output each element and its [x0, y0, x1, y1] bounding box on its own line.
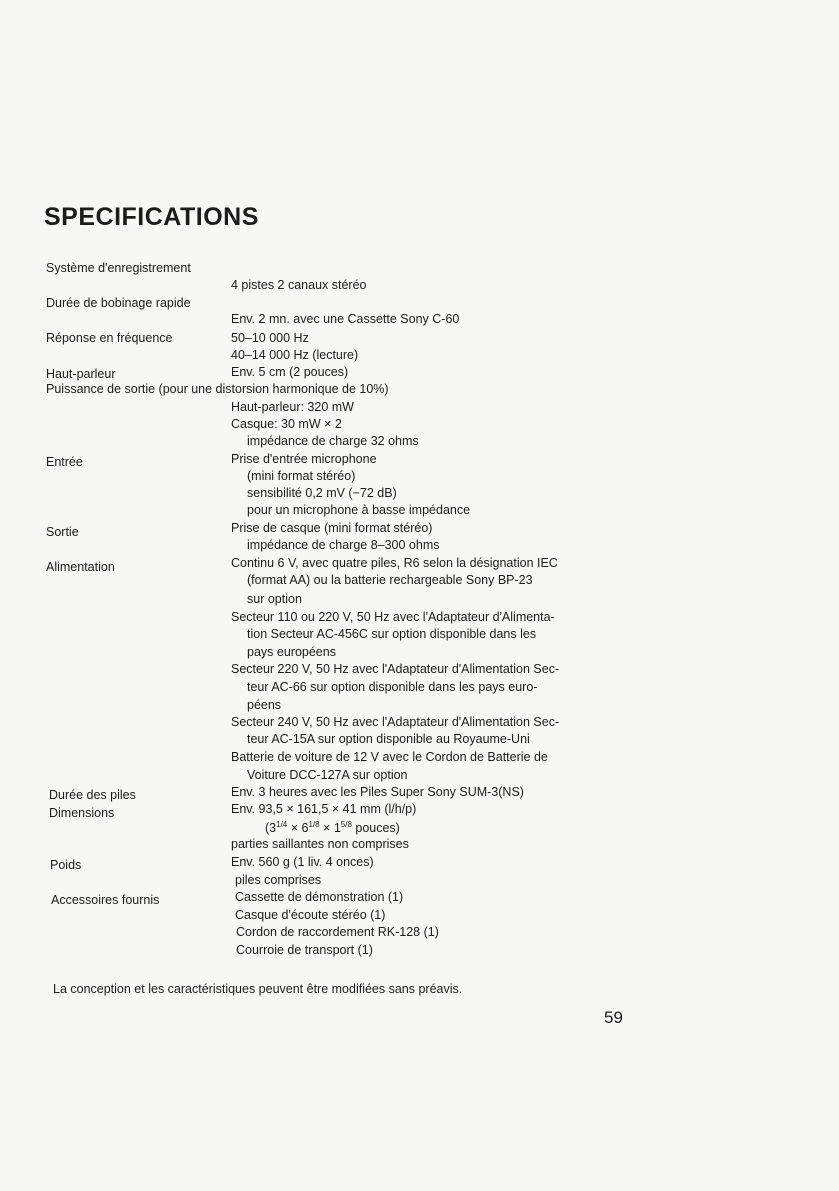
spec-label-sortie: Sortie [46, 525, 79, 539]
spec-value: Env. 2 mn. avec une Cassette Sony C-60 [231, 312, 460, 326]
spec-value: 40–14 000 Hz (lecture) [231, 348, 359, 362]
footer-note: La conception et les caractéristiques peuvent être modifiées sans préavis. [53, 982, 463, 996]
spec-value: piles comprises [235, 873, 322, 887]
page-number: 59 [604, 1008, 623, 1027]
spec-value: Courroie de transport (1) [236, 943, 373, 957]
spec-value: Env. 5 cm (2 pouces) [231, 365, 349, 379]
spec-label-dimensions: Dimensions [49, 806, 115, 820]
spec-value: sur option [247, 592, 302, 606]
spec-value: sensibilité 0,2 mV (−72 dB) [247, 486, 397, 500]
spec-value-inches: ($3^{1/4} \times 6^{1/8} \times 1^{5/8}$ pouces) [265, 820, 400, 836]
spec-label-poids: Poids [50, 858, 82, 872]
page-title: SPECIFICATIONS [44, 203, 259, 231]
spec-value: Cassette de démonstration (1) [235, 890, 404, 904]
spec-value: Prise de casque (mini format stéréo) [231, 521, 433, 535]
spec-label-entree: Entrée [46, 455, 83, 469]
spec-value: Secteur 240 V, 50 Hz avec l'Adaptateur d'Alimentation Sec- [231, 715, 560, 729]
spec-value: Cordon de raccordement RK-128 (1) [236, 925, 439, 939]
spec-value: Env. 560 g (1 liv. 4 onces) [231, 855, 374, 869]
spec-value: tion Secteur AC-456C sur option disponible dans les [247, 627, 537, 641]
spec-label-duree-bobinage: Durée de bobinage rapide [46, 296, 191, 310]
spec-label-puissance: Puissance de sortie (pour une distorsion harmonique de 10%) [46, 382, 389, 396]
spec-value: Env. 93,5 × 161,5 × 41 mm (l/h/p) [231, 802, 417, 816]
spec-value: 50–10 000 Hz [231, 331, 309, 345]
spec-value: Secteur 110 ou 220 V, 50 Hz avec l'Adaptateur d'Alimenta- [231, 610, 555, 624]
spec-value: Voiture DCC-127A sur option [247, 768, 408, 782]
spec-value: Batterie de voiture de 12 V avec le Cordon de Batterie de [231, 750, 548, 764]
spec-value: impédance de charge 32 ohms [247, 434, 419, 448]
spec-label-systeme: Système d'enregistrement [46, 261, 191, 275]
spec-value: (mini format stéréo) [247, 469, 356, 483]
spec-label-duree-piles: Durée des piles [49, 788, 136, 802]
spec-value: 4 pistes 2 canaux stéréo [231, 278, 367, 292]
spec-value: (format AA) ou la batterie rechargeable Sony BP-23 [247, 573, 533, 587]
spec-value: péens [247, 698, 282, 712]
spec-label-accessoires: Accessoires fournis [51, 893, 160, 907]
spec-value: Casque: 30 mW × 2 [231, 417, 342, 431]
spec-value: pays européens [247, 645, 336, 659]
spec-value: Casque d'écoute stéréo (1) [235, 908, 386, 922]
spec-value: Prise d'entrée microphone [231, 452, 377, 466]
spec-value: Haut-parleur: 320 mW [231, 400, 354, 414]
spec-value: Continu 6 V, avec quatre piles, R6 selon la désignation IEC [231, 556, 558, 570]
spec-value: parties saillantes non comprises [231, 837, 409, 851]
spec-value: Secteur 220 V, 50 Hz avec l'Adaptateur d'Alimentation Sec- [231, 662, 560, 676]
spec-value: teur AC-15A sur option disponible au Royaume-Uni [247, 732, 530, 746]
spec-label-alimentation: Alimentation [46, 560, 115, 574]
spec-value: pour un microphone à basse impédance [247, 503, 471, 517]
spec-value: Env. 3 heures avec les Piles Super Sony SUM-3(NS) [231, 785, 524, 799]
spec-label-reponse: Réponse en fréquence [46, 331, 173, 345]
spec-value: teur AC-66 sur option disponible dans les pays euro- [247, 680, 538, 694]
spec-label-haut-parleur: Haut-parleur [46, 367, 116, 381]
spec-value: impédance de charge 8–300 ohms [247, 538, 440, 552]
